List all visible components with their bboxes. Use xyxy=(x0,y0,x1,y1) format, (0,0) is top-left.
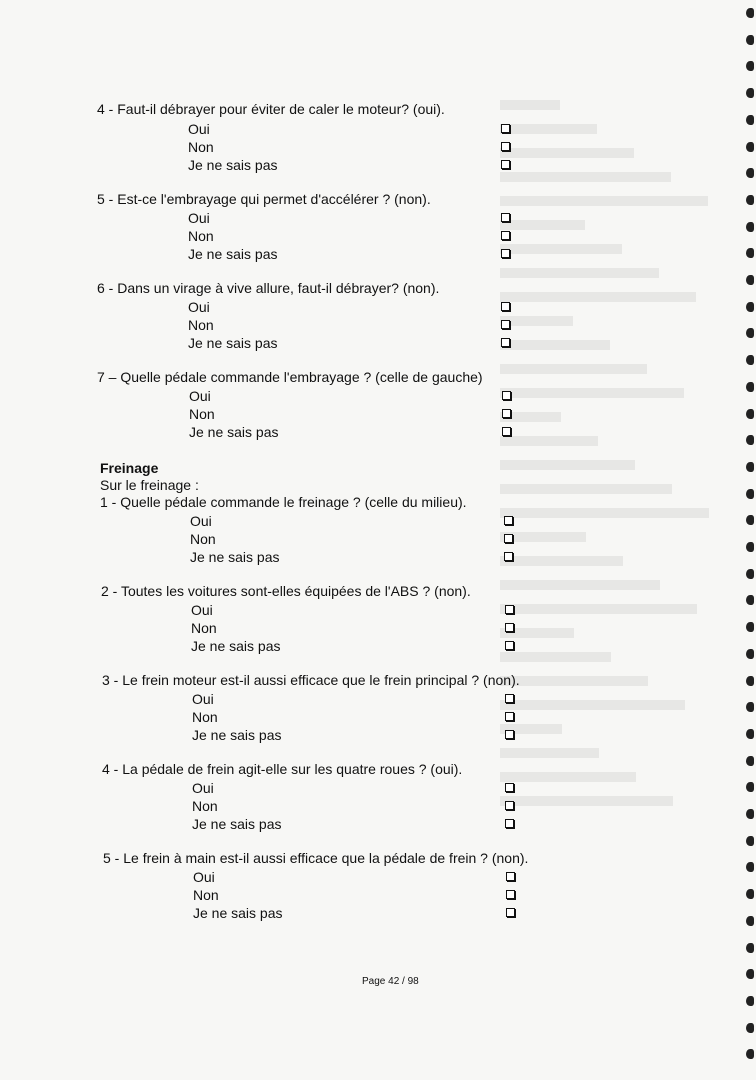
checkbox-ne-sais-pas[interactable] xyxy=(501,338,510,347)
spiral-hole xyxy=(746,382,754,392)
checkbox-non[interactable] xyxy=(506,890,515,899)
checkbox-oui[interactable] xyxy=(506,872,515,881)
checkbox-non[interactable] xyxy=(501,320,510,329)
checkbox-ne-sais-pas[interactable] xyxy=(502,427,511,436)
option-oui: Oui xyxy=(188,210,210,226)
checkbox-non[interactable] xyxy=(501,231,510,240)
spiral-hole xyxy=(746,8,754,18)
bleed-through-line xyxy=(500,652,611,662)
checkbox-ne-sais-pas[interactable] xyxy=(505,641,514,650)
question-text: 5 - Est-ce l'embrayage qui permet d'accélérer ? (non). xyxy=(97,191,431,207)
bleed-through-line xyxy=(500,796,673,806)
bleed-through-line xyxy=(500,124,597,134)
option-ne-sais-pas: Je ne sais pas xyxy=(191,638,281,654)
option-ne-sais-pas: Je ne sais pas xyxy=(193,905,283,921)
checkbox-oui[interactable] xyxy=(505,694,514,703)
spiral-hole xyxy=(746,595,754,605)
question-text: 4 - Faut-il débrayer pour éviter de caler le moteur? (oui). xyxy=(97,101,445,117)
spiral-hole xyxy=(746,88,754,98)
option-oui: Oui xyxy=(191,602,213,618)
spiral-hole xyxy=(746,1049,754,1059)
spiral-hole xyxy=(746,195,754,205)
spiral-hole xyxy=(746,489,754,499)
bleed-through-line xyxy=(500,580,660,590)
spiral-hole xyxy=(746,248,754,258)
bleed-through-line xyxy=(500,268,659,278)
bleed-through-line xyxy=(500,748,599,758)
bleed-through-text xyxy=(500,100,740,940)
spiral-hole xyxy=(746,702,754,712)
option-oui: Oui xyxy=(193,869,215,885)
spiral-hole xyxy=(746,782,754,792)
page-number: Page 42 / 98 xyxy=(362,976,419,987)
bleed-through-line xyxy=(500,364,647,374)
checkbox-non[interactable] xyxy=(505,712,514,721)
checkbox-ne-sais-pas[interactable] xyxy=(506,908,515,917)
bleed-through-line xyxy=(500,244,622,254)
spiral-hole xyxy=(746,435,754,445)
spiral-binding xyxy=(742,0,756,1080)
option-non: Non xyxy=(190,531,216,547)
spiral-hole xyxy=(746,569,754,579)
bleed-through-line xyxy=(500,484,672,494)
spiral-hole xyxy=(746,943,754,953)
bleed-through-line xyxy=(500,436,598,446)
question-text: 1 - Quelle pédale commande le freinage ? (celle du milieu). xyxy=(100,494,467,510)
spiral-hole xyxy=(746,355,754,365)
option-oui: Oui xyxy=(189,388,211,404)
checkbox-oui[interactable] xyxy=(505,605,514,614)
checkbox-ne-sais-pas[interactable] xyxy=(505,819,514,828)
spiral-hole xyxy=(746,409,754,419)
checkbox-ne-sais-pas[interactable] xyxy=(505,730,514,739)
bleed-through-line xyxy=(500,508,709,518)
spiral-hole xyxy=(746,515,754,525)
bleed-through-line xyxy=(500,292,696,302)
section-intro: Sur le freinage : xyxy=(100,477,199,493)
option-oui: Oui xyxy=(188,121,210,137)
checkbox-ne-sais-pas[interactable] xyxy=(501,160,510,169)
option-ne-sais-pas: Je ne sais pas xyxy=(192,816,282,832)
bleed-through-line xyxy=(500,700,685,710)
spiral-hole xyxy=(746,168,754,178)
spiral-hole xyxy=(746,809,754,819)
option-non: Non xyxy=(192,798,218,814)
checkbox-non[interactable] xyxy=(504,534,513,543)
spiral-hole xyxy=(746,302,754,312)
checkbox-ne-sais-pas[interactable] xyxy=(501,249,510,258)
option-non: Non xyxy=(189,406,215,422)
spiral-hole xyxy=(746,61,754,71)
option-ne-sais-pas: Je ne sais pas xyxy=(192,727,282,743)
spiral-hole xyxy=(746,916,754,926)
option-non: Non xyxy=(188,317,214,333)
bleed-through-line xyxy=(500,148,634,158)
bleed-through-line xyxy=(500,172,671,182)
question-text: 3 - Le frein moteur est-il aussi efficace que le frein principal ? (non). xyxy=(102,672,520,688)
question-text: 5 - Le frein à main est-il aussi efficace que la pédale de frein ? (non). xyxy=(103,850,529,866)
spiral-hole xyxy=(746,1023,754,1033)
question-text: 2 - Toutes les voitures sont-elles équipées de l'ABS ? (non). xyxy=(101,583,471,599)
option-oui: Oui xyxy=(190,513,212,529)
spiral-hole xyxy=(746,862,754,872)
checkbox-oui[interactable] xyxy=(501,213,510,222)
spiral-hole xyxy=(746,756,754,766)
spiral-hole xyxy=(746,115,754,125)
checkbox-ne-sais-pas[interactable] xyxy=(504,552,513,561)
bleed-through-line xyxy=(500,388,684,398)
spiral-hole xyxy=(746,462,754,472)
option-oui: Oui xyxy=(192,691,214,707)
checkbox-oui[interactable] xyxy=(501,124,510,133)
spiral-hole xyxy=(746,836,754,846)
checkbox-oui[interactable] xyxy=(505,783,514,792)
spiral-hole xyxy=(746,649,754,659)
spiral-hole xyxy=(746,729,754,739)
checkbox-oui[interactable] xyxy=(504,516,513,525)
option-non: Non xyxy=(192,709,218,725)
option-ne-sais-pas: Je ne sais pas xyxy=(188,335,278,351)
bleed-through-line xyxy=(500,460,635,470)
bleed-through-line xyxy=(500,604,697,614)
bleed-through-line xyxy=(500,220,585,230)
option-non: Non xyxy=(193,887,219,903)
option-ne-sais-pas: Je ne sais pas xyxy=(189,424,279,440)
spiral-hole xyxy=(746,889,754,899)
question-text: 4 - La pédale de frein agit-elle sur les quatre roues ? (oui). xyxy=(102,761,463,777)
bleed-through-line xyxy=(500,556,623,566)
checkbox-oui[interactable] xyxy=(501,302,510,311)
checkbox-non[interactable] xyxy=(505,623,514,632)
bleed-through-line xyxy=(500,100,560,110)
checkbox-non[interactable] xyxy=(505,801,514,810)
spiral-hole xyxy=(746,622,754,632)
option-ne-sais-pas: Je ne sais pas xyxy=(188,246,278,262)
spiral-hole xyxy=(746,275,754,285)
spiral-hole xyxy=(746,222,754,232)
spiral-hole xyxy=(746,35,754,45)
option-non: Non xyxy=(191,620,217,636)
option-non: Non xyxy=(188,139,214,155)
section-heading-freinage: Freinage xyxy=(100,460,159,476)
checkbox-oui[interactable] xyxy=(502,391,511,400)
question-text: 6 - Dans un virage à vive allure, faut-il débrayer? (non). xyxy=(97,280,440,296)
bleed-through-line xyxy=(500,340,610,350)
option-ne-sais-pas: Je ne sais pas xyxy=(190,549,280,565)
spiral-hole xyxy=(746,542,754,552)
checkbox-non[interactable] xyxy=(501,142,510,151)
option-oui: Oui xyxy=(188,299,210,315)
spiral-hole xyxy=(746,142,754,152)
spiral-hole xyxy=(746,996,754,1006)
checkbox-non[interactable] xyxy=(502,409,511,418)
bleed-through-line xyxy=(500,676,648,686)
bleed-through-line xyxy=(500,772,636,782)
spiral-hole xyxy=(746,328,754,338)
bleed-through-line xyxy=(500,316,573,326)
spiral-hole xyxy=(746,969,754,979)
question-text: 7 – Quelle pédale commande l'embrayage ? (celle de gauche) xyxy=(97,369,483,385)
option-non: Non xyxy=(188,228,214,244)
bleed-through-line xyxy=(500,196,708,206)
option-ne-sais-pas: Je ne sais pas xyxy=(188,157,278,173)
option-oui: Oui xyxy=(192,780,214,796)
spiral-hole xyxy=(746,676,754,686)
